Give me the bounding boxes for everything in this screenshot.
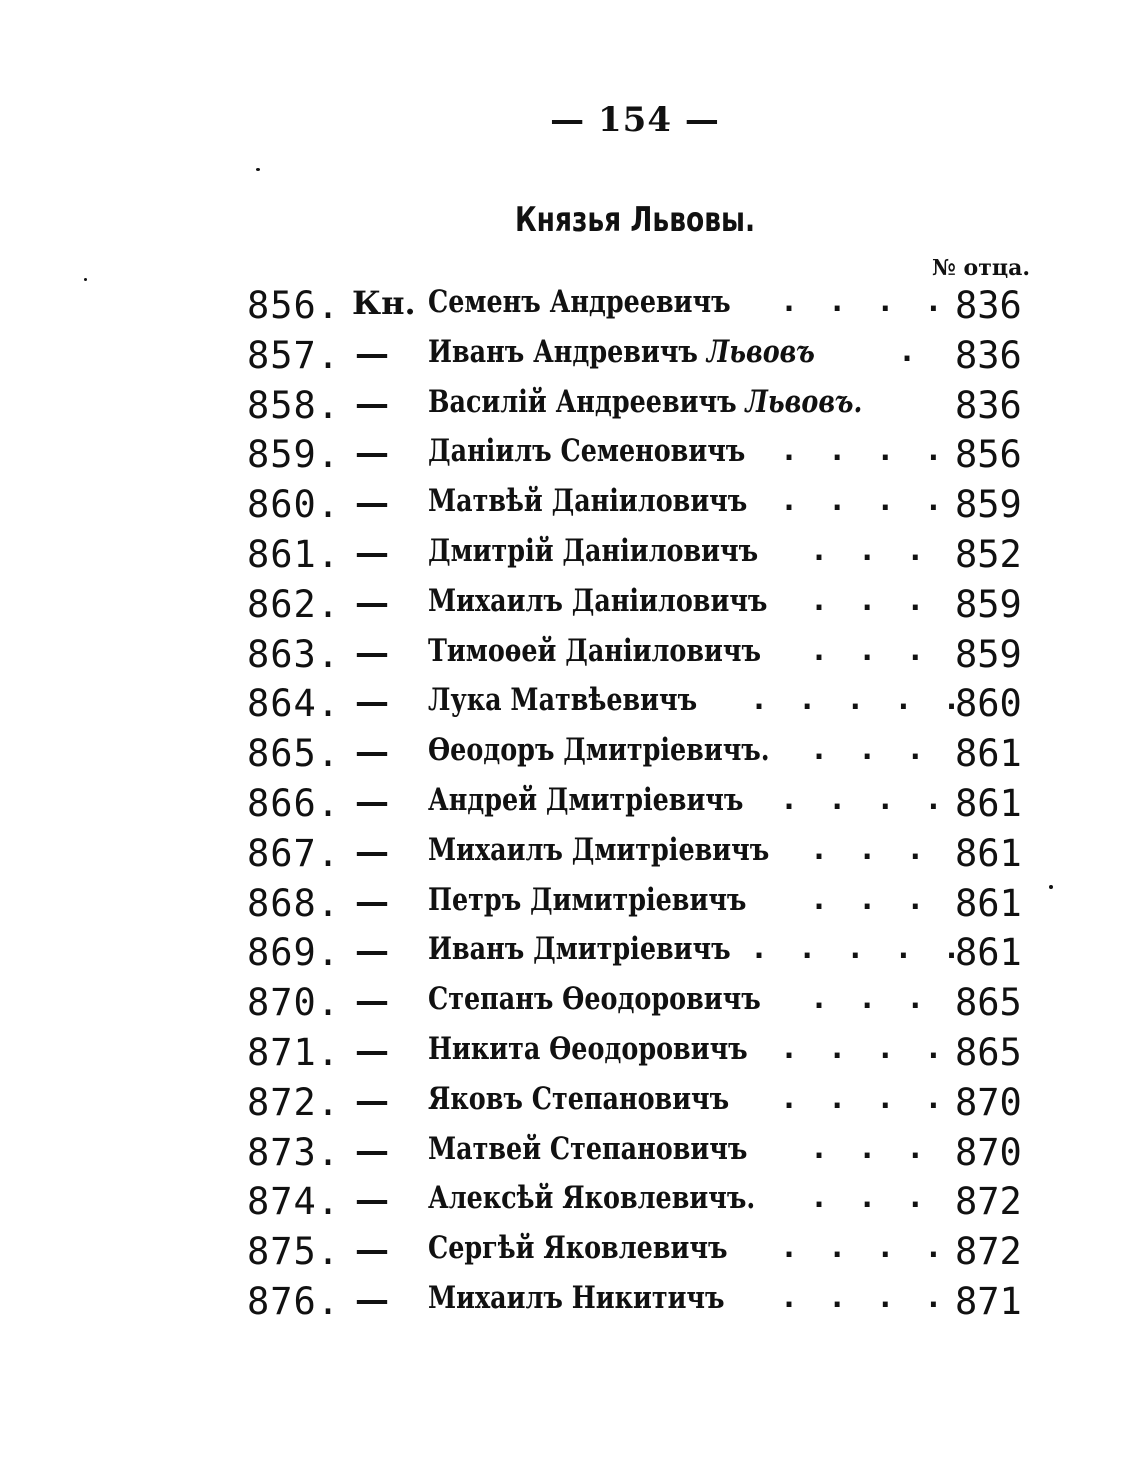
given-and-patronymic: Ѳеодоръ Дмитріевичъ. — [428, 732, 770, 769]
ditto-dash: — — [355, 881, 389, 922]
leader-dots: . . . . . — [750, 682, 967, 718]
father-number: 852 — [955, 532, 1022, 576]
father-number: 859 — [955, 483, 1022, 527]
person-name — [428, 533, 758, 569]
entry-number: 867. — [247, 831, 341, 875]
list-item — [0, 1127, 1140, 1177]
father-number: 865 — [955, 1030, 1022, 1074]
person-name — [428, 1081, 729, 1117]
father-number: 861 — [955, 831, 1022, 875]
person-name — [428, 1230, 727, 1266]
father-number: 859 — [955, 632, 1022, 676]
person-name — [428, 433, 745, 469]
list-item — [0, 977, 1140, 1027]
entry-number: 863. — [247, 632, 341, 676]
scan-speck — [256, 168, 260, 171]
person-name — [428, 583, 767, 619]
leader-dots: . . . . — [780, 433, 949, 469]
ditto-dash: — — [355, 931, 389, 972]
given-and-patronymic: Степанъ Ѳеодоровичъ — [428, 981, 761, 1018]
person-name — [428, 832, 769, 868]
father-number: 861 — [955, 881, 1022, 925]
entry-number: 871. — [247, 1030, 341, 1074]
person-name — [428, 633, 761, 669]
ditto-dash: — — [355, 532, 389, 573]
leader-dots: . . . — [810, 732, 931, 768]
list-item — [0, 380, 1140, 430]
given-and-patronymic: Сергѣй Яковлевичъ — [428, 1230, 728, 1267]
person-name — [428, 882, 746, 918]
person-name — [428, 981, 761, 1017]
ditto-dash: — — [355, 433, 389, 474]
ditto-dash: — — [355, 831, 389, 872]
list-item — [0, 579, 1140, 629]
scan-speck — [1049, 885, 1053, 889]
father-number: 860 — [955, 682, 1022, 726]
page-number: — 154 — — [550, 100, 720, 140]
given-and-patronymic: Алексѣй Яковлевичъ. — [428, 1180, 756, 1217]
father-number: 865 — [955, 981, 1022, 1025]
leader-dots: . . . — [810, 632, 931, 668]
person-name — [428, 732, 770, 768]
person-name — [428, 483, 747, 519]
ditto-dash: — — [355, 781, 389, 822]
entry-number: 865. — [247, 732, 341, 776]
scan-speck — [84, 278, 87, 281]
leader-dots: . . . — [810, 1180, 931, 1216]
ditto-dash: — — [355, 1030, 389, 1071]
given-and-patronymic: Яковъ Степановичъ — [428, 1080, 730, 1117]
surname: Львовъ — [706, 333, 815, 370]
leader-dots: . . . — [810, 1130, 931, 1166]
list-item — [0, 927, 1140, 977]
person-name — [428, 1180, 755, 1216]
given-and-patronymic: Никита Ѳеодоровичъ — [428, 1030, 748, 1067]
father-number: 856 — [955, 433, 1022, 477]
leader-dots: . . . . — [780, 1279, 949, 1315]
page-title: Князья Львовы. — [514, 200, 756, 240]
entry-number: 861. — [247, 532, 341, 576]
ditto-dash: — — [355, 632, 389, 673]
entry-number: 859. — [247, 433, 341, 477]
entry-number: 876. — [247, 1279, 341, 1323]
father-number-column-header: № отца. — [931, 255, 1030, 281]
entry-number: 869. — [247, 931, 341, 975]
genealogy-list — [0, 280, 1140, 1326]
ditto-dash: — — [355, 383, 389, 424]
given-and-patronymic: Михаилъ Дмитріевичъ — [428, 831, 770, 868]
ditto-dash: — — [355, 981, 389, 1022]
list-item — [0, 678, 1140, 728]
leader-dots: . . . — [810, 981, 931, 1017]
father-number: 872 — [955, 1230, 1022, 1274]
father-number: 836 — [955, 284, 1022, 327]
entry-number: 857. — [247, 333, 341, 377]
leader-dots: . . . . — [780, 781, 949, 817]
father-number: 861 — [955, 781, 1022, 825]
list-item — [0, 778, 1140, 828]
leader-dots: . — [898, 333, 923, 369]
entry-number: 856. — [247, 284, 341, 327]
given-and-patronymic: Петръ Димитріевичъ — [428, 881, 747, 918]
ditto-dash: — — [355, 732, 389, 773]
entry-number: 862. — [247, 582, 341, 626]
ditto-dash: — — [355, 1180, 389, 1221]
person-name — [428, 284, 731, 320]
person-name — [428, 782, 743, 818]
entry-number: 860. — [247, 483, 341, 527]
given-and-patronymic: Михаилъ Никитичъ — [428, 1279, 725, 1316]
leader-dots: . . . — [810, 831, 931, 867]
leader-dots: . . . — [810, 881, 931, 917]
list-item — [0, 1176, 1140, 1226]
given-and-patronymic: Иванъ Дмитріевичъ — [428, 931, 731, 968]
ditto-dash: — — [355, 1279, 389, 1320]
ditto-dash: — — [355, 483, 389, 524]
list-item — [0, 828, 1140, 878]
father-number: 871 — [955, 1279, 1022, 1323]
father-number: 836 — [955, 333, 1022, 377]
list-item — [0, 728, 1140, 778]
entry-number: 868. — [247, 881, 341, 925]
given-and-patronymic: Иванъ Андревичъ — [428, 333, 698, 370]
ditto-dash: — — [355, 1080, 389, 1121]
ditto-dash: — — [355, 333, 389, 374]
ditto-dash: — — [355, 582, 389, 623]
father-number: 872 — [955, 1180, 1022, 1224]
person-name — [428, 1280, 725, 1316]
father-number: 870 — [955, 1130, 1022, 1174]
given-and-patronymic: Андрей Дмитріевичъ — [428, 781, 744, 818]
given-and-patronymic: Даніилъ Семеновичъ — [428, 433, 746, 470]
ditto-dash: — — [355, 682, 389, 723]
person-name — [428, 334, 815, 370]
leader-dots: . . . — [810, 532, 931, 568]
father-number: 859 — [955, 582, 1022, 626]
entry-number: 870. — [247, 981, 341, 1025]
given-and-patronymic: Василій Андреевичъ — [428, 383, 737, 420]
entry-number: 864. — [247, 682, 341, 726]
list-item — [0, 1027, 1140, 1077]
person-name — [428, 1031, 748, 1067]
entry-number: 872. — [247, 1080, 341, 1124]
given-and-patronymic: Лука Матвѣевичъ — [428, 682, 698, 719]
list-item — [0, 429, 1140, 479]
list-item — [0, 878, 1140, 928]
person-name — [428, 384, 862, 420]
given-and-patronymic: Тимоѳей Даніиловичъ — [428, 632, 761, 669]
given-and-patronymic: Матвѣй Даніиловичъ — [428, 483, 748, 520]
given-and-patronymic: Матвей Степановичъ — [428, 1130, 748, 1167]
person-name — [428, 1131, 747, 1167]
leader-dots: . . . . . — [750, 931, 967, 967]
list-item — [0, 1226, 1140, 1276]
person-name — [428, 931, 731, 967]
person-name — [428, 682, 697, 718]
leader-dots: . . . . — [780, 1080, 949, 1116]
list-item — [0, 1077, 1140, 1127]
given-and-patronymic: Дмитрій Даніиловичъ — [428, 532, 759, 569]
ditto-dash: — — [355, 1230, 389, 1271]
list-item — [0, 330, 1140, 380]
leader-dots: . . . — [810, 582, 931, 618]
list-item — [0, 529, 1140, 579]
entry-number: 875. — [247, 1230, 341, 1274]
entry-number: 874. — [247, 1180, 341, 1224]
ditto-dash: — — [355, 1130, 389, 1171]
given-and-patronymic: Семенъ Андреевичъ — [428, 284, 731, 320]
father-number: 870 — [955, 1080, 1022, 1124]
list-item — [0, 479, 1140, 529]
father-number: 861 — [955, 732, 1022, 776]
father-number: 861 — [955, 931, 1022, 975]
leader-dots: . . . . — [780, 483, 949, 519]
leader-dots: . . . . — [780, 1230, 949, 1266]
list-item — [0, 280, 1140, 330]
leader-dots: . . . . — [780, 1030, 949, 1066]
entry-number: 873. — [247, 1130, 341, 1174]
leader-dots: . . . . — [780, 284, 949, 319]
entry-number: 858. — [247, 383, 341, 427]
surname: Львовъ. — [745, 383, 863, 420]
given-and-patronymic: Михаилъ Даніиловичъ — [428, 582, 768, 619]
father-number: 836 — [955, 383, 1022, 427]
list-item — [0, 1276, 1140, 1326]
entry-number: 866. — [247, 781, 341, 825]
list-item — [0, 629, 1140, 679]
title-prefix: Кн. — [352, 284, 416, 322]
